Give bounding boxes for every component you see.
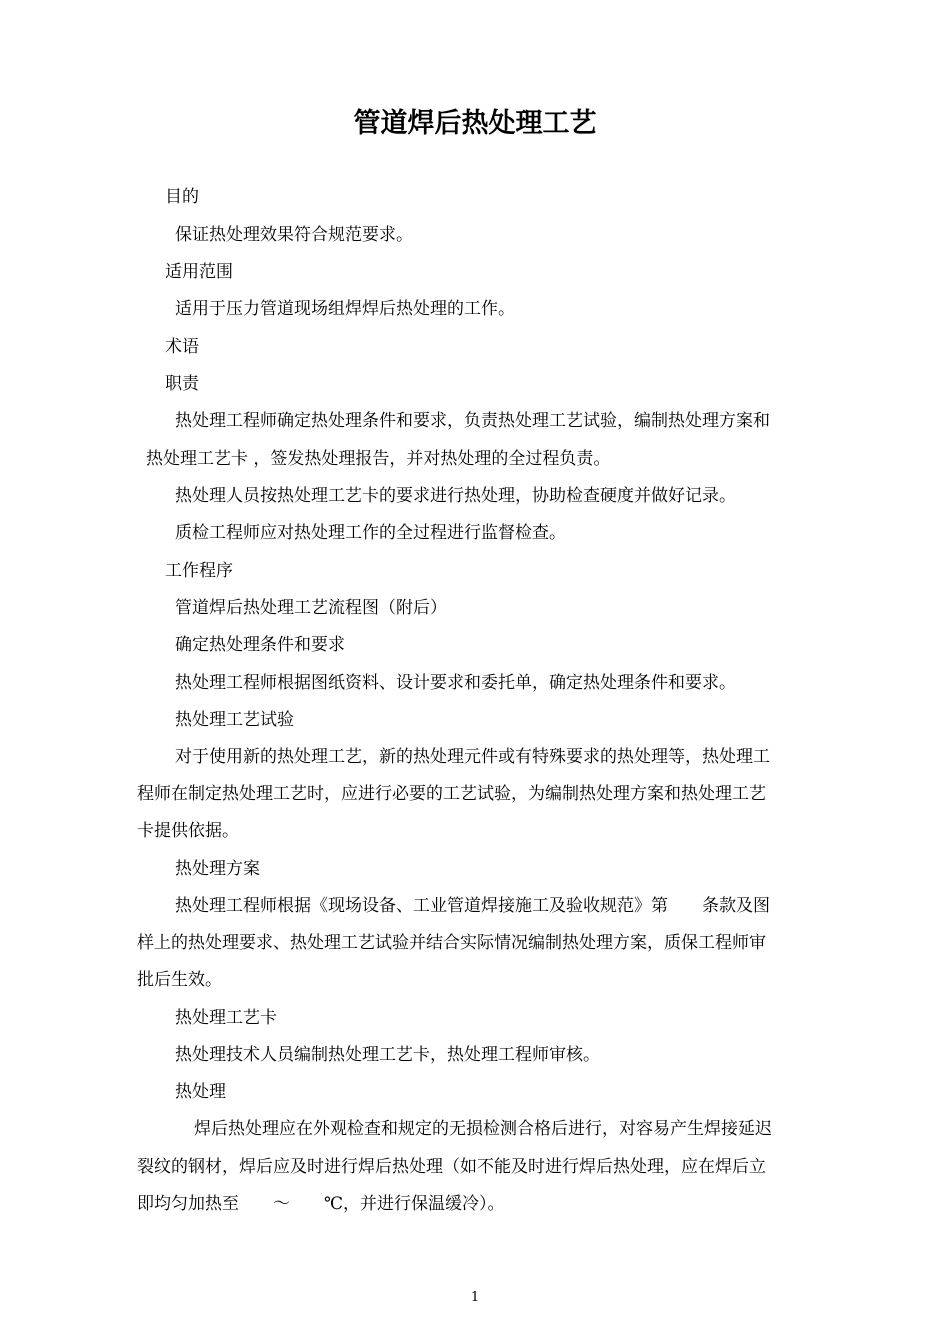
duties-paragraph-2: 热处理人员按热处理工艺卡的要求进行热处理，协助检查硬度并做好记录。 [175, 486, 736, 506]
subheading-plan: 热处理方案 [175, 859, 260, 879]
subheading-treatment: 热处理 [175, 1082, 226, 1102]
heading-duties: 职责 [165, 374, 199, 394]
treatment-line-3: 即均匀加热至 ～ ℃，并进行保温缓冷）。 [137, 1194, 505, 1214]
page-title: 管道焊后热处理工艺 [353, 108, 597, 139]
plan-line-3: 批后生效。 [137, 970, 222, 990]
subheading-card: 热处理工艺卡 [175, 1008, 277, 1028]
plan-line-2: 样上的热处理要求、热处理工艺试验并结合实际情况编制热处理方案，质保工程师审 [137, 933, 766, 953]
subheading-trial: 热处理工艺试验 [175, 710, 294, 730]
conditions-text: 热处理工程师根据图纸资料、设计要求和委托单，确定热处理条件和要求。 [175, 673, 736, 693]
trial-line-1: 对于使用新的热处理工艺，新的热处理元件或有特殊要求的热处理等，热处理工 [175, 747, 770, 767]
card-text: 热处理技术人员编制热处理工艺卡，热处理工程师审核。 [175, 1045, 600, 1065]
duties-paragraph-1-line-1: 热处理工程师确定热处理条件和要求，负责热处理工艺试验，编制热处理方案和 [175, 411, 770, 431]
plan-line-1: 热处理工程师根据《现场设备、工业管道焊接施工及验收规范》第 条款及图 [175, 896, 770, 916]
flowchart-reference: 管道焊后热处理工艺流程图（附后） [175, 598, 447, 618]
heading-procedure: 工作程序 [165, 561, 233, 581]
trial-line-2: 程师在制定热处理工艺时，应进行必要的工艺试验，为编制热处理方案和热处理工艺 [137, 784, 766, 804]
scope-text: 适用于压力管道现场组焊焊后热处理的工作。 [175, 299, 515, 319]
duties-paragraph-3: 质检工程师应对热处理工作的全过程进行监督检查。 [175, 523, 566, 543]
treatment-line-2: 裂纹的钢材，焊后应及时进行焊后热处理（如不能及时进行焊后热处理，应在焊后立 [137, 1157, 766, 1177]
subheading-conditions: 确定热处理条件和要求 [175, 635, 345, 655]
heading-terms: 术语 [165, 337, 199, 357]
page-number: 1 [470, 1290, 480, 1305]
heading-scope: 适用范围 [165, 262, 233, 282]
treatment-line-1: 焊后热处理应在外观检查和规定的无损检测合格后进行，对容易产生焊接延迟 [194, 1119, 772, 1139]
trial-line-3: 卡提供依据。 [137, 821, 239, 841]
heading-purpose: 目的 [165, 187, 199, 207]
purpose-text: 保证热处理效果符合规范要求。 [175, 225, 413, 245]
duties-paragraph-1-line-2: 热处理工艺卡 ，签发热处理报告，并对热处理的全过程负责。 [146, 449, 611, 469]
